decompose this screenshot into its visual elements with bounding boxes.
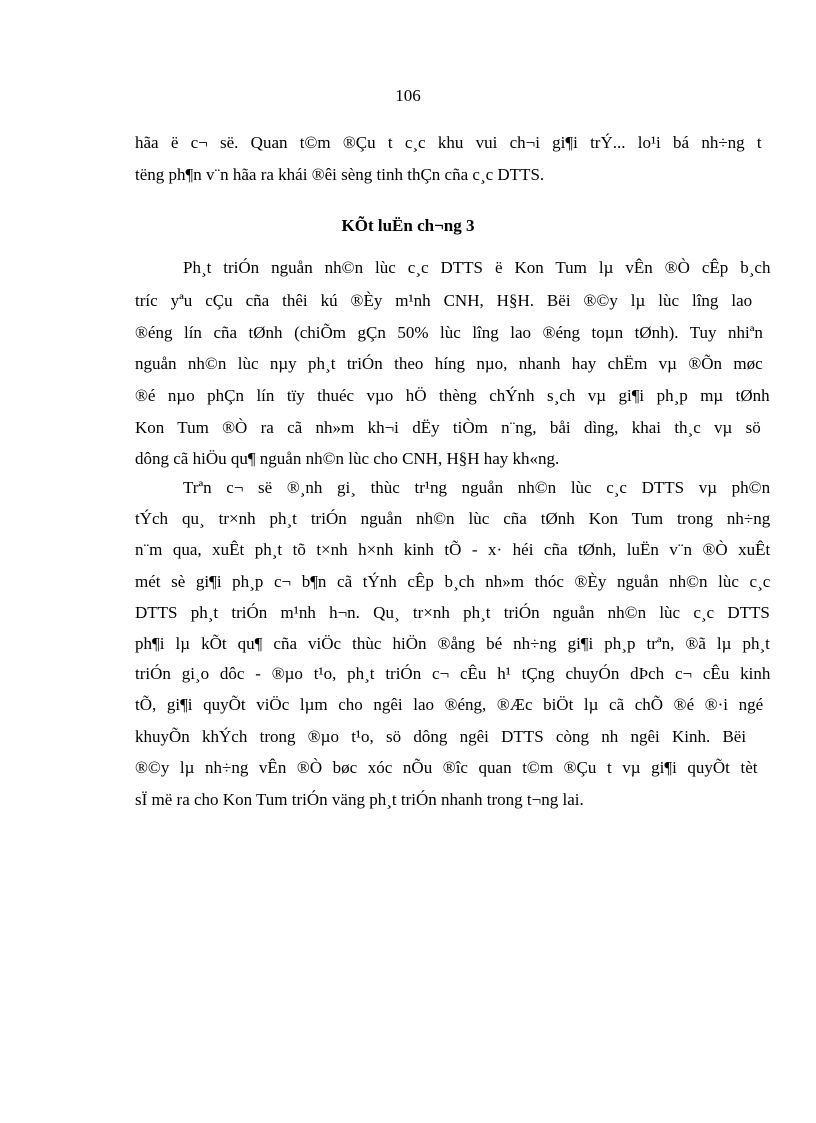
text-line: mét sè gi¶i ph¸p c¬ b¶n cã tÝnh cÊp b¸ch nh»m thóc ®Èy nguån nh©n lùc c¸c — [135, 572, 771, 591]
text-line: tríc yªu cÇu cña thêi kú ®Èy m¹nh CNH, H§H. Bëi ®©y lµ lùc lîng lao — [135, 291, 753, 310]
text-line: nguån nh©n lùc nµy ph¸t triÓn theo híng nµo, nhanh hay chËm vµ ®Õn møc — [135, 354, 763, 373]
text-line: n¨m qua, xuÊt ph¸t tõ t×nh h×nh kinh tÕ - x· héi cña tØnh, luËn v¨n ®Ò xuÊt — [135, 540, 771, 559]
text-line: ®éng lín cña tØnh (chiÕm gÇn 50% lùc lîng lao ®éng toµn tØnh). Tuy nhiªn — [135, 323, 763, 342]
section-heading: KÕt luËn ch¬ng 3 — [341, 216, 475, 235]
text-line: DTTS ph¸t triÓn m¹nh h¬n. Qu¸ tr×nh ph¸t triÓn nguån nh©n lùc c¸c DTTS — [135, 603, 770, 622]
text-line: tÕ, gi¶i quyÕt viÖc lµm cho ngêi lao ®éng, ®Æc biÖt lµ cã chÕ ®é ®·i ngé — [135, 695, 764, 714]
text-line: khuyÕn khÝch trong ®µo t¹o, sö dông ngêi DTTS còng nh ngêi Kinh. Bëi — [135, 727, 747, 746]
page-number: 106 — [395, 86, 421, 105]
text-line: ®é nµo phÇn lín tïy thuéc vµo hÖ thèng chÝnh s¸ch vµ gi¶i ph¸p mµ tØnh — [135, 386, 770, 405]
text-line: ph¶i lµ kÕt qu¶ cña viÖc thùc hiÖn ®ång bé nh÷ng gi¶i ph¸p trªn, ®ã lµ ph¸t — [135, 634, 770, 653]
text-line: tëng ph¶n v¨n hãa ra khái ®êi sèng tinh thÇn cña c¸c DTTS. — [135, 165, 545, 184]
text-line: Ph¸t triÓn nguån nh©n lùc c¸c DTTS ë Kon Tum lµ vÊn ®Ò cÊp b¸ch — [183, 258, 771, 277]
text-line: ®©y lµ nh÷ng vÊn ®Ò bøc xóc nÕu ®îc quan t©m ®Çu t vµ gi¶i quyÕt tèt — [135, 758, 758, 777]
text-line: sÏ më ra cho Kon Tum triÓn väng ph¸t triÓn nhanh trong t¬ng lai. — [135, 790, 584, 809]
text-line: Kon Tum ®Ò ra cã nh»m kh¬i dËy tiÒm n¨ng, båi dìng, khai th¸c vµ sö — [135, 418, 761, 437]
text-line: tÝch qu¸ tr×nh ph¸t triÓn nguån nh©n lùc cña tØnh Kon Tum trong nh÷ng — [135, 509, 771, 528]
text-line: hãa ë c¬ së. Quan t©m ®Çu t c¸c khu vui ch¬i gi¶i trÝ... lo¹i bá nh÷ng t — [135, 133, 762, 152]
text-line: dông cã hiÖu qu¶ nguån nh©n lùc cho CNH, H§H hay kh«ng. — [135, 449, 560, 468]
text-line: triÓn gi¸o dôc - ®µo t¹o, ph¸t triÓn c¬ cÊu h¹ tÇng chuyÓn dÞch c¬ cÊu kinh — [135, 664, 771, 683]
text-line: Trªn c¬ së ®¸nh gi¸ thùc tr¹ng nguån nh©n lùc c¸c DTTS vµ ph©n — [183, 478, 771, 497]
